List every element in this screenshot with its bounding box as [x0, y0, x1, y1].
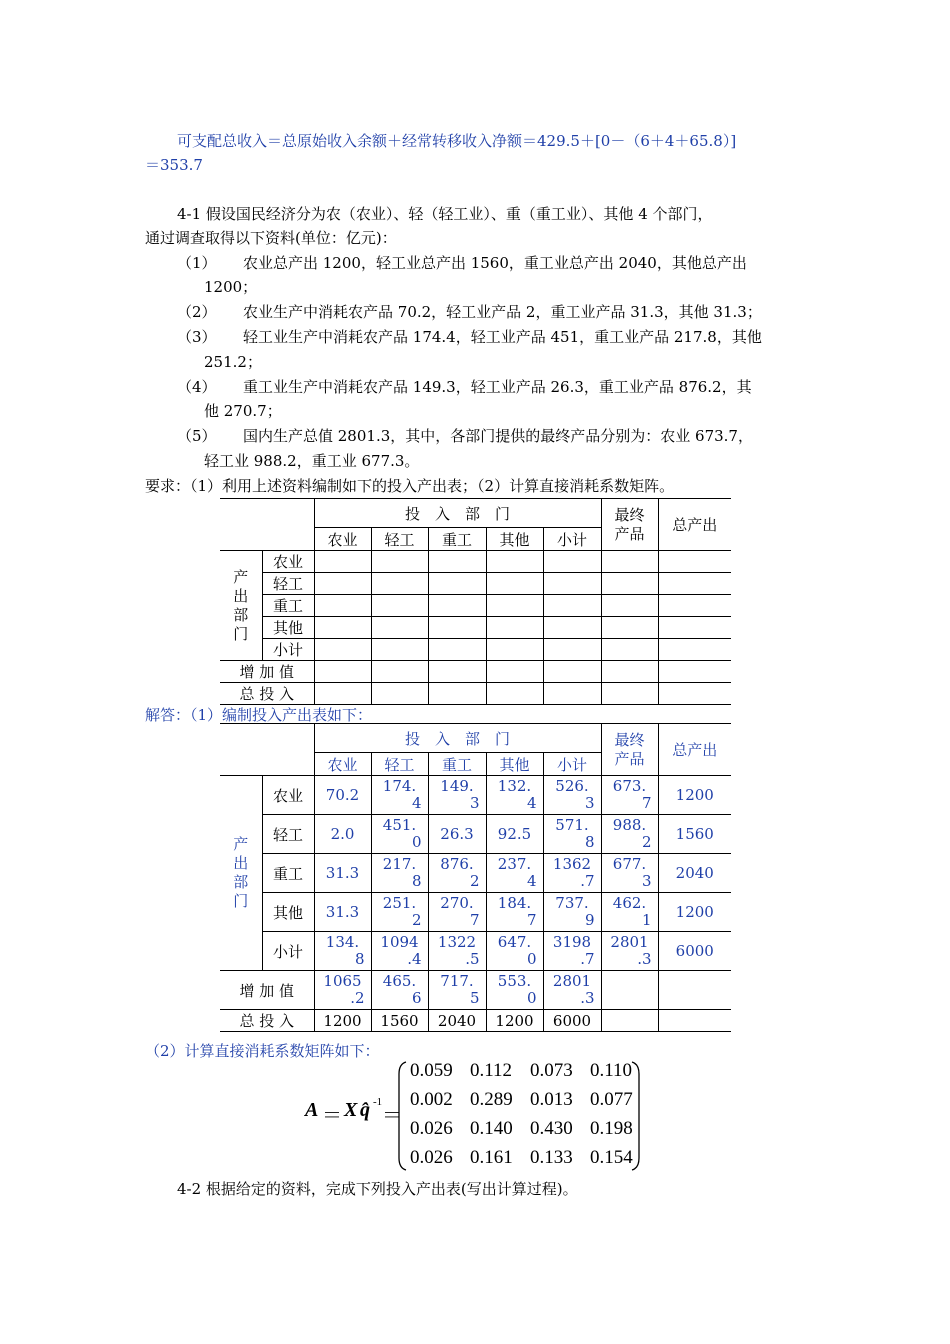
table-row — [220, 893, 731, 932]
col-header: 小计 — [543, 528, 601, 551]
value-added-header: 增 加 值 — [220, 661, 314, 683]
row-header: 小计 — [262, 932, 314, 971]
table-cell: 31.3 — [314, 854, 371, 893]
row-header: 轻工 — [262, 815, 314, 854]
col-header: 其他 — [486, 753, 543, 776]
row-header: 农业 — [262, 776, 314, 815]
col-header: 轻工 — [371, 528, 428, 551]
table-row — [220, 776, 731, 815]
table-cell: 1200 — [486, 1010, 543, 1032]
row-header: 其他 — [262, 893, 314, 932]
table-cell: 526. 3 — [543, 776, 601, 815]
matrix-cell: 0.059 — [410, 1060, 453, 1081]
matrix-cell: 0.198 — [590, 1118, 633, 1139]
table-cell: 717. 5 — [428, 971, 486, 1010]
matrix-cell: 0.110 — [590, 1060, 633, 1081]
item-text-cont: 251.2； — [204, 353, 262, 371]
item-number: （4） — [177, 378, 217, 396]
output-dept-header: 产出部门 — [220, 776, 262, 971]
matrix-cell: 0.002 — [410, 1089, 453, 1110]
item-text: 轻工业生产中消耗农产品 174.4，轻工业产品 451，重工业产品 217.8，其他 — [243, 328, 762, 346]
inverse-exponent: -1 — [373, 1096, 383, 1108]
table-cell: 1094 .4 — [371, 932, 428, 971]
col-header: 其他 — [486, 528, 543, 551]
matrix-cell: 0.430 — [530, 1118, 573, 1139]
table-cell: 451. 0 — [371, 815, 428, 854]
item-text: 农业生产中消耗农产品 70.2，轻工业产品 2，重工业产品 31.3，其他 31.3； — [243, 303, 762, 321]
table-cell: 988. 2 — [601, 815, 658, 854]
table-cell: 571. 8 — [543, 815, 601, 854]
row-header: 轻工 — [262, 573, 314, 595]
answer-label: 解答：（1）编制投入产出表如下： — [145, 706, 373, 724]
blank-input-output-table — [220, 498, 731, 705]
item-text: 重工业生产中消耗农产品 149.3，轻工业产品 26.3，重工业产品 876.2，其 — [243, 378, 752, 396]
table-cell: 174. 4 — [371, 776, 428, 815]
col-header: 重工 — [428, 528, 486, 551]
table-cell: 2.0 — [314, 815, 371, 854]
table-cell: 876. 2 — [428, 854, 486, 893]
item-text: 农业总产出 1200，轻工业总产出 1560，重工业总产出 2040，其他总产出 — [243, 254, 747, 272]
equals-sign: ＝ — [382, 1105, 402, 1127]
matrix-cell: 0.154 — [590, 1147, 633, 1168]
table-cell: 26.3 — [428, 815, 486, 854]
problem-42-text: 4-2 根据给定的资料，完成下列投入产出表(写出计算过程)。 — [177, 1180, 578, 1198]
requirement-text: 要求：（1）利用上述资料编制如下的投入产出表；（2）计算直接消耗系数矩阵。 — [145, 477, 675, 495]
left-paren-icon — [396, 1060, 408, 1172]
table-cell: 677. 3 — [601, 854, 658, 893]
final-product-header: 最终产品 — [601, 499, 658, 551]
table-cell: 251. 2 — [371, 893, 428, 932]
corner-cell — [220, 499, 314, 551]
item-text: 国内生产总值 2801.3，其中，各部门提供的最终产品分别为：农业 673.7， — [243, 427, 753, 445]
row-header: 小计 — [262, 639, 314, 661]
matrix-cell: 0.289 — [470, 1089, 513, 1110]
table-cell: 134. 8 — [314, 932, 371, 971]
value-added-row — [220, 971, 731, 1010]
total-output-cell: 2040 — [658, 854, 731, 893]
disposable-income-line-1: 可支配总收入＝总原始收入余额＋经常转移收入净额＝429.5＋[0－（6＋4＋65.8）] — [177, 132, 737, 150]
matrix-cell: 0.077 — [590, 1089, 633, 1110]
table-cell: 1362 .7 — [543, 854, 601, 893]
disposable-income-line-2: ＝353.7 — [145, 156, 203, 174]
table-cell: 462. 1 — [601, 893, 658, 932]
equals-sign: ＝ — [322, 1105, 342, 1127]
output-dept-header: 产出部门 — [220, 551, 262, 661]
total-output-header: 总产出 — [658, 724, 731, 776]
total-output-header: 总产出 — [658, 499, 731, 551]
table-cell: 553. 0 — [486, 971, 543, 1010]
col-header: 重工 — [428, 753, 486, 776]
table-cell: 270. 7 — [428, 893, 486, 932]
item-number: （5） — [177, 427, 217, 445]
table-cell: 1200 — [314, 1010, 371, 1032]
table-cell: 6000 — [543, 1010, 601, 1032]
input-dept-header: 投 入 部 门 — [314, 724, 601, 753]
table-cell: 737. 9 — [543, 893, 601, 932]
table-row — [220, 854, 731, 893]
item-number: （1） — [177, 254, 217, 272]
col-header: 农业 — [314, 753, 371, 776]
value-added-header: 增 加 值 — [220, 971, 314, 1010]
table-cell: 2801 .3 — [601, 932, 658, 971]
matrix-cell: 0.161 — [470, 1147, 513, 1168]
row-header: 重工 — [262, 595, 314, 617]
total-input-row — [220, 1010, 731, 1032]
matrix-symbol-a: A — [305, 1099, 319, 1121]
item-number: （2） — [177, 303, 217, 321]
table-cell: 465. 6 — [371, 971, 428, 1010]
matrix-cell: 0.013 — [530, 1089, 573, 1110]
table-cell: 31.3 — [314, 893, 371, 932]
row-header: 重工 — [262, 854, 314, 893]
item-text-cont: 1200； — [204, 278, 258, 296]
col-header: 小计 — [543, 753, 601, 776]
col-header: 轻工 — [371, 753, 428, 776]
matrix-cell: 0.026 — [410, 1147, 453, 1168]
matrix-label: （2）计算直接消耗系数矩阵如下： — [145, 1042, 380, 1060]
input-dept-header: 投 入 部 门 — [314, 499, 601, 528]
table-cell: 92.5 — [486, 815, 543, 854]
table-cell: 237. 4 — [486, 854, 543, 893]
table-cell: 673. 7 — [601, 776, 658, 815]
total-output-cell: 1200 — [658, 893, 731, 932]
total-output-cell: 6000 — [658, 932, 731, 971]
matrix-cell: 0.026 — [410, 1118, 453, 1139]
col-header: 农业 — [314, 528, 371, 551]
row-header: 农业 — [262, 551, 314, 573]
table-cell: 184. 7 — [486, 893, 543, 932]
matrix-cell: 0.133 — [530, 1147, 573, 1168]
problem-41-intro-line-1: 4-1 假设国民经济分为农（农业）、轻（轻工业）、重（重工业）、其他 4 个部门， — [177, 205, 713, 223]
table-cell: 647. 0 — [486, 932, 543, 971]
problem-41-intro-line-2: 通过调查取得以下资料(单位：亿元)： — [145, 229, 397, 247]
table-cell: 2040 — [428, 1010, 486, 1032]
table-cell: 2801 .3 — [543, 971, 601, 1010]
matrix-cell: 0.140 — [470, 1118, 513, 1139]
table-row — [220, 932, 731, 971]
table-cell: 132. 4 — [486, 776, 543, 815]
item-text-cont: 他 270.7； — [204, 402, 282, 420]
row-header: 其他 — [262, 617, 314, 639]
table-row — [220, 815, 731, 854]
table-cell: 1322 .5 — [428, 932, 486, 971]
table-cell: 1065 .2 — [314, 971, 371, 1010]
total-input-header: 总 投 入 — [220, 683, 314, 705]
corner-cell — [220, 724, 314, 776]
matrix-cell: 0.073 — [530, 1060, 573, 1081]
table-cell: 217. 8 — [371, 854, 428, 893]
final-product-header: 最终产品 — [601, 724, 658, 776]
table-cell: 149. 3 — [428, 776, 486, 815]
total-output-cell: 1200 — [658, 776, 731, 815]
total-output-cell: 1560 — [658, 815, 731, 854]
matrix-symbol-q-hat: q̂ — [360, 1099, 370, 1121]
item-number: （3） — [177, 328, 217, 346]
total-input-header: 总 投 入 — [220, 1010, 314, 1032]
matrix-cell: 0.112 — [470, 1060, 513, 1081]
item-text-cont: 轻工业 988.2，重工业 677.3。 — [204, 452, 420, 470]
table-cell: 3198 .7 — [543, 932, 601, 971]
table-cell: 70.2 — [314, 776, 371, 815]
answer-input-output-table — [220, 723, 731, 1032]
table-cell: 1560 — [371, 1010, 428, 1032]
direct-consumption-matrix — [300, 1060, 645, 1172]
matrix-symbol-x: X — [344, 1099, 358, 1121]
